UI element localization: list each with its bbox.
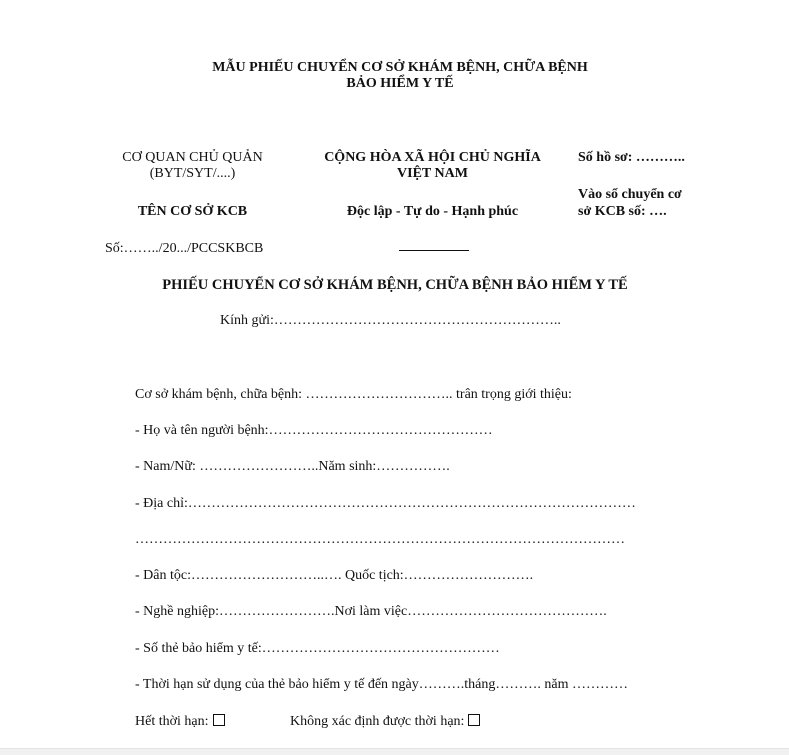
record-number: Số hồ sơ: ……….. <box>578 150 685 165</box>
transfer-book-line2: sở KCB số: …. <box>578 204 667 219</box>
document-title-line2: BẢO HIỂM Y TẾ <box>346 76 454 91</box>
ethnicity-nationality-line: - Dân tộc:………………………..…. Quốc tịch:………………………. <box>135 568 534 583</box>
page-bottom-edge <box>0 748 789 755</box>
agency-line1: CƠ QUAN CHỦ QUẢN <box>122 150 263 165</box>
expired-label: Hết thời hạn: <box>135 714 209 729</box>
expired-option <box>135 714 225 730</box>
expired-checkbox[interactable] <box>213 714 225 726</box>
transfer-book-line1: Vào sổ chuyển cơ <box>578 187 682 202</box>
document-title-line1: MẪU PHIẾU CHUYỂN CƠ SỞ KHÁM BỆNH, CHỮA BỆNH <box>212 60 588 75</box>
undetermined-label: Không xác định được thời hạn: <box>290 714 465 729</box>
insurance-card-line: - Số thẻ bảo hiểm y tế:…………………………………………… <box>135 641 500 656</box>
patient-name-line: - Họ và tên người bệnh:………………………………………… <box>135 423 493 438</box>
motto-underline <box>399 250 469 251</box>
undetermined-checkbox[interactable] <box>468 714 480 726</box>
motto: Độc lập - Tự do - Hạnh phúc <box>346 204 519 219</box>
nation-line2: VIỆT NAM <box>397 166 468 181</box>
agency-line2: (BYT/SYT/....) <box>149 166 236 181</box>
document-number: Số:……../20.../PCCSKBCB <box>105 241 264 256</box>
address-continuation-line: …………………………………………………………………………………………… <box>135 532 625 547</box>
gender-birth-line: - Nam/Nữ: ……………………..Năm sinh:……………. <box>135 459 450 474</box>
undetermined-option <box>290 714 480 730</box>
nation-line1: CỘNG HÒA XÃ HỘI CHỦ NGHĨA <box>324 150 541 165</box>
dear-line: Kính gửi:…………………………………………………….. <box>220 313 561 328</box>
insurance-validity-line: - Thời hạn sử dụng của thẻ bảo hiểm y tế đến ngày……….tháng………. năm ………… <box>135 677 628 692</box>
facility-name: TÊN CƠ SỞ KCB <box>137 204 248 219</box>
address-line: - Địa chỉ:…………………………………………………………………………………… <box>135 496 636 511</box>
facility-intro-line: Cơ sở khám bệnh, chữa bệnh: ………………………….. trân trọng giới thiệu: <box>135 387 572 402</box>
form-title: PHIẾU CHUYỂN CƠ SỞ KHÁM BỆNH, CHỮA BỆNH BẢO HIỂM Y TẾ <box>162 277 628 293</box>
job-workplace-line: - Nghề nghiệp:…………………….Nơi làm việc……………………………………. <box>135 604 607 619</box>
